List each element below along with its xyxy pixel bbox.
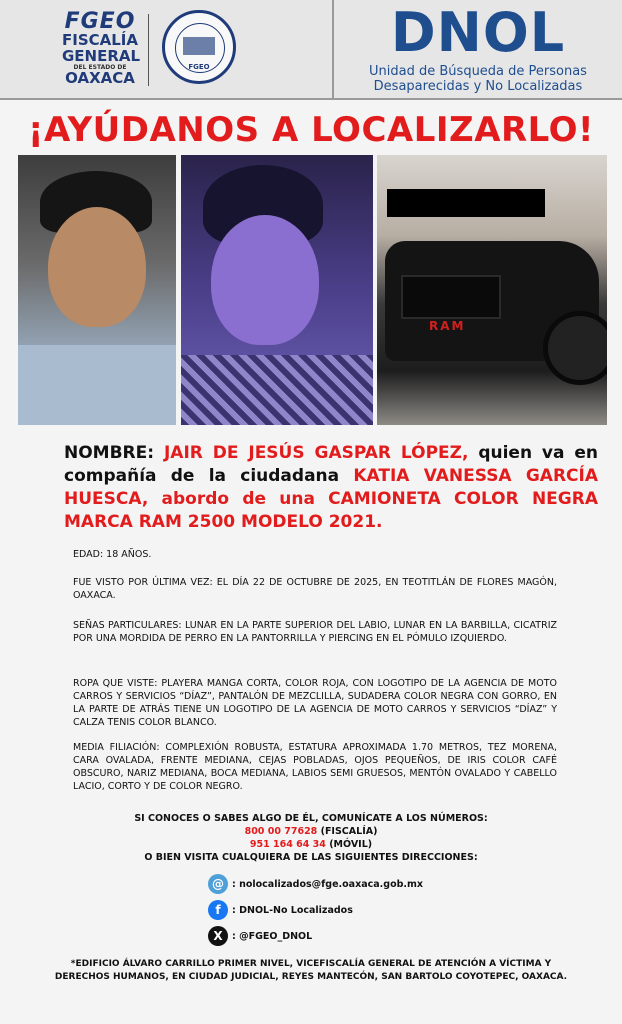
- facebook-icon: f: [208, 900, 228, 920]
- phone-line: [0, 825, 622, 838]
- email-row[interactable]: [208, 874, 423, 894]
- photo-face: [211, 215, 319, 345]
- x-icon: X: [208, 926, 228, 946]
- intro-paragraph: [64, 442, 598, 534]
- age-info: EDAD: 18 AÑOS.: [73, 549, 152, 560]
- name-label: NOMBRE:: [64, 443, 155, 463]
- phone-line: [0, 838, 622, 851]
- contact-line: SI CONOCES O SABES ALGO DE ÉL, COMUNÍCATE A LOS NÚMEROS:: [134, 813, 488, 824]
- marks-info: SEÑAS PARTICULARES: LUNAR EN LA PARTE SUPERIOR DEL LABIO, LUNAR EN LA BARBILLA, CICATRIZ POR UNA MORDIDA DE PERRO EN LA PANTORRILLA Y PIERCING EN EL PÓMULO IZQUIERDO.: [73, 620, 557, 644]
- redacted-plate: [387, 189, 545, 217]
- missing-person-photo-2: [181, 155, 373, 425]
- truck-body: [385, 241, 599, 361]
- facebook-row[interactable]: [208, 900, 353, 920]
- state-seal-icon: [162, 10, 236, 84]
- seal-text: FGEO: [188, 63, 210, 71]
- page-title: ¡AYÚDANOS A LOCALIZARLO!: [27, 110, 595, 150]
- phone-fiscalia[interactable]: 800 00 77628: [244, 826, 318, 837]
- dnol-subtitle: Desaparecidas y No Localizadas: [373, 79, 583, 94]
- contact-line: O BIEN VISITA CUALQUIERA DE LAS SIGUIENTES DIRECCIONES:: [144, 852, 478, 863]
- fgeo-logo-word: FGEO: [64, 9, 136, 34]
- phone-mobile[interactable]: 951 164 64 34: [249, 839, 326, 850]
- truck-grille: [401, 275, 501, 333]
- last-seen-info: FUE VISTO POR ÚLTIMA VEZ: EL DÍA 22 DE OCTUBRE DE 2025, EN TEOTITLÁN DE FLORES MAGÓN, OAXACA.: [73, 577, 557, 601]
- missing-person-name: JAIR DE JESÚS GASPAR LÓPEZ,: [163, 443, 469, 463]
- photo-face: [48, 207, 146, 327]
- dnol-logo: [334, 0, 622, 94]
- truck-wheel: [543, 311, 607, 385]
- seal-building: [183, 37, 215, 55]
- truck-brand: RAM: [429, 319, 466, 333]
- description-info: MEDIA FILIACIÓN: COMPLEXIÓN ROBUSTA, ESTATURA APROXIMADA 1.70 METROS, TEZ MORENA, CARA OVALADA, FRENTE MEDIANA, CEJAS POBLADAS, OJOS PEQUEÑOS, DE IRIS COLOR CAFÉ OBSCURO, NARIZ MEDIANA, BOCA MEDIANA, LABIOS SEMI GRUESOS, MENTÓN OVALADO Y CABELLO LACIO, CORTO Y DE COLOR NEGRO.: [73, 742, 557, 792]
- phone-label: (FISCALÍA): [317, 826, 378, 837]
- truck-photo: [377, 155, 607, 425]
- footer-address: *EDIFICIO ÁLVARO CARRILLO PRIMER NIVEL, VICEFISCALÍA GENERAL DE ATENCIÓN A VÍCTIMA Y DERECHOS HUMANOS, EN CIUDAD JUDICIAL, REYES MANTECÓN, SAN BARTOLO COYOTEPEC, OAXACA.: [54, 959, 568, 982]
- clothes-info: ROPA QUE VISTE: PLAYERA MANGA CORTA, COLOR ROJA, CON LOGOTIPO DE LA AGENCIA DE MOTO CARROS Y SERVICIOS “DÍAZ”, PANTALÓN DE MEZCLILLA, SUDADERA COLOR NEGRA CON GORRO, EN LA PARTE DE ATRÁS TIENE UN LOGOTIPO DE LA AGENCIA DE MOTO CARROS Y SERVICIOS “DÍAZ” Y CALZA TENIS COLOR BLANCO.: [73, 678, 557, 728]
- fgeo-logo-word: GENERAL: [62, 46, 141, 65]
- fgeo-logo-word: DEL ESTADO DE: [73, 63, 127, 71]
- header: [0, 0, 622, 100]
- fgeo-logo: [62, 9, 141, 87]
- x-row[interactable]: [208, 926, 312, 946]
- email-text: : nolocalizados@fge.oaxaca.gob.mx: [232, 878, 424, 890]
- fgeo-logo-word: FISCALÍA: [62, 31, 138, 50]
- dnol-title: DNOL: [390, 1, 566, 64]
- companion-info: KATIA VANESSA GARCÍA HUESCA, abordo de una CAMIONETA COLOR NEGRA MARCA RAM 2500 MODELO 2021.: [64, 466, 599, 532]
- missing-person-photo-1: [18, 155, 176, 425]
- facebook-text: : DNOL-No Localizados: [232, 904, 353, 916]
- photo-shirt: [181, 355, 373, 425]
- intro-text: quien va en compañía de la ciudadana: [64, 443, 599, 486]
- x-text: : @FGEO_DNOL: [232, 930, 313, 942]
- header-divider: [148, 14, 149, 86]
- fgeo-logo-word: OAXACA: [65, 68, 135, 87]
- photo-shirt: [18, 345, 176, 425]
- phone-label: (MÓVIL): [325, 839, 373, 850]
- dnol-subtitle: Unidad de Búsqueda de Personas: [369, 64, 587, 79]
- email-icon: @: [208, 874, 228, 894]
